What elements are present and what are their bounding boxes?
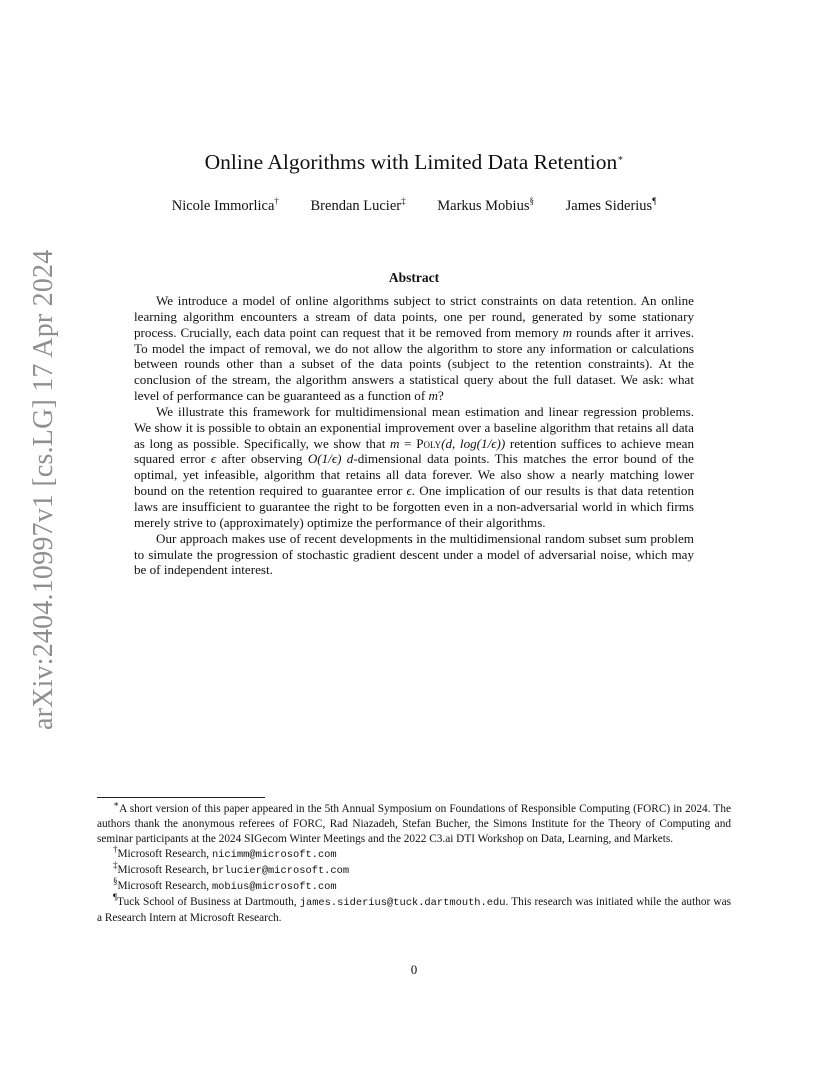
author-mark: § (529, 196, 534, 207)
abstract-paragraph: We illustrate this framework for multidimensional mean estimation and linear regression problems. We show it is possible to obtain an exponential improvement over a baseline algorithm that retains all data as long as possible. Specifically, we show that m = Poly(d, log(1/ϵ)) retention suffices to achieve mean squared error ϵ after observing O(1/ϵ) d-dimensional data points. This matches the error bound of the optimal, yet infeasible, algorithm that retains all data forever. We also show a nearly matching lower bound on the retention required to guarantee error ϵ. One implication of our results is that data retention laws are insufficient to guarantee the right to be forgotten even in a non-adversarial world in which firms merely strive to (approximately) optimize the performance of their algorithms. (134, 403, 695, 530)
footnote: §Microsoft Research, mobius@microsoft.com (113, 876, 337, 893)
paper-title (0, 150, 828, 175)
email-address: james.siderius@tuck.dartmouth.edu (299, 897, 506, 909)
footnote: †Microsoft Research, nicimm@microsoft.com (113, 844, 337, 861)
abstract-paragraph: Our approach makes use of recent developments in the multidimensional random subset sum problem to simulate the progression of stochastic gradient descent under a model of adversarial noise, which may be of independent interest. (134, 530, 694, 578)
author-mark: ¶ (652, 196, 657, 207)
footnote: ‡Microsoft Research, brlucier@microsoft.com (113, 860, 350, 877)
author-name: Nicole Immorlica (171, 198, 275, 214)
author (566, 198, 657, 215)
author (311, 198, 406, 215)
email-address: mobius@microsoft.com (211, 881, 337, 893)
email-address: nicimm@microsoft.com (211, 849, 337, 861)
author-name: James Siderius (565, 198, 653, 214)
author-name: Markus Mobius (437, 198, 530, 214)
footnotes (97, 799, 731, 926)
footnote: ∗A short version of this paper appeared in the 5th Annual Symposium on Foundations of Responsible Computing (FORC) in 2024. The authors thank the anonymous referees of FORC, Rad Niazadeh, Stefan Bucher, the Simons Institute for the Theory of Computing and seminar participants at the 2024 SIGecom Winter Meetings and the 2022 C3.ai DTI Workshop on Data, Learning, and Markets. (97, 799, 731, 845)
title-footnote-mark: ∗ (617, 152, 624, 163)
arxiv-identifier-stamp: arXiv:2404.10997v1 [cs.LG] 17 Apr 2024 (28, 249, 59, 730)
author (172, 198, 279, 215)
author-list (0, 198, 828, 215)
author-mark: ‡ (401, 196, 406, 207)
abstract-body (134, 293, 694, 578)
footnote: ¶Tuck School of Business at Dartmouth, james.siderius@tuck.dartmouth.edu. This research was initiated while the author was a Research Intern at Microsoft Research. (97, 892, 731, 924)
author-mark: † (274, 196, 279, 207)
abstract-heading: Abstract (388, 270, 440, 285)
page-number: 0 (410, 962, 418, 977)
title-text: Online Algorithms with Limited Data Retention (204, 150, 618, 174)
abstract-paragraph: We introduce a model of online algorithms subject to strict constraints on data retention. An online learning algorithm encounters a stream of data points, one per round, generated by some stationary process. Crucially, each data point can request that it be removed from memory m rounds after it arrives. To model the impact of removal, we do not allow the algorithm to store any information or calculations between rounds other than a subset of the data points (subject to the retention constraints). At the conclusion of the stream, the algorithm answers a statistical query about the full dataset. We ask: what level of performance can be guaranteed as a function of m? (134, 293, 694, 404)
author-name: Brendan Lucier (310, 198, 402, 214)
email-address: brlucier@microsoft.com (211, 865, 350, 877)
footnote-divider (97, 797, 265, 798)
author (437, 198, 534, 215)
